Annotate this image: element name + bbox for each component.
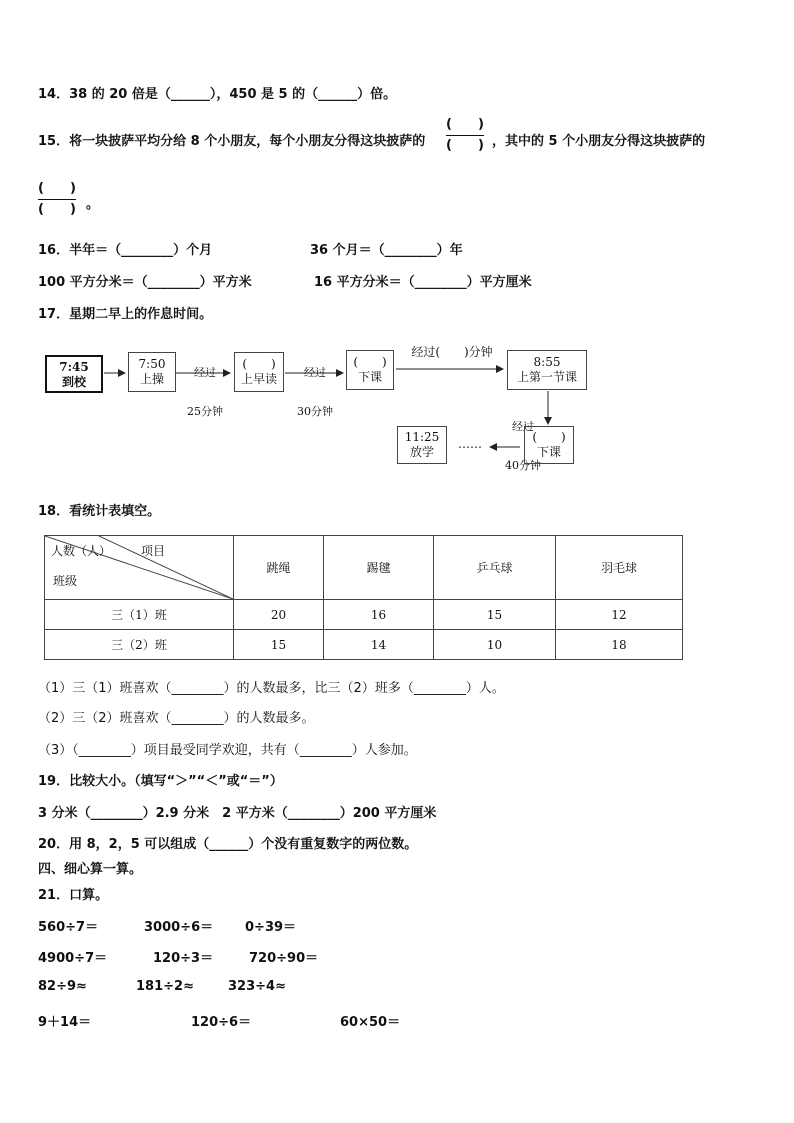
corner-class-label: 班级	[53, 574, 78, 588]
event-label: 放学	[409, 445, 434, 459]
period: 。	[86, 197, 100, 212]
column-header: 羽毛球	[556, 536, 683, 600]
mental-math-item: 323÷4≈	[228, 979, 286, 994]
table-cell: 12	[556, 600, 683, 630]
event-label: 下课	[357, 370, 382, 384]
flow-box-break-1	[346, 350, 394, 390]
time-blank[interactable]: ( )	[353, 355, 387, 369]
section-heading: 四、细心算一算。	[38, 862, 143, 877]
question-18-part-1: （1）三（1）班喜欢（________）的人数最多，比三（2）班多（________）人。	[38, 681, 505, 696]
question-18-title: 18．看统计表填空。	[38, 504, 161, 519]
flow-box-dismissal	[397, 426, 447, 464]
table-cell: 15	[434, 600, 556, 630]
event-label: 到校	[61, 375, 86, 389]
time-label: 7:50	[138, 357, 166, 371]
label-line: 经过	[194, 366, 216, 379]
label-line: 30分钟	[297, 405, 333, 418]
mental-math-item: 4900÷7＝	[38, 951, 108, 966]
label-line: 40分钟	[505, 459, 541, 472]
label-line: 经过	[304, 366, 326, 379]
event-label: 上第一节课	[516, 370, 577, 384]
mental-math-item: 120÷3＝	[153, 951, 214, 966]
arrow-label-unknown: 经过( )分钟	[411, 345, 493, 359]
table-cell: 10	[434, 630, 556, 660]
table-cell: 14	[324, 630, 434, 660]
time-blank[interactable]: ( )	[532, 430, 566, 444]
question-15-text-b: ，其中的 5 个小朋友分得这块披萨的	[492, 134, 706, 149]
row-label: 三（2）班	[45, 630, 234, 660]
table-cell: 18	[556, 630, 683, 660]
question-19-title: 19．比较大小。（填写“＞”“＜”或“＝”）	[38, 774, 283, 789]
fraction-denominator[interactable]: ( )	[446, 138, 484, 153]
column-header: 乒乓球	[434, 536, 556, 600]
question-20: 20．用 8，2，5 可以组成（______）个没有重复数字的两位数。	[38, 837, 418, 852]
row-label: 三（1）班	[45, 600, 234, 630]
ellipsis: ……	[458, 437, 482, 451]
table-cell: 15	[234, 630, 324, 660]
label-line: 25分钟	[187, 405, 223, 418]
column-header: 踢毽	[324, 536, 434, 600]
flow-box-morning-reading	[234, 352, 284, 392]
time-blank[interactable]: ( )	[242, 357, 276, 371]
time-label: 11:25	[404, 430, 440, 444]
corner-count-label: 人数（人）	[51, 544, 112, 558]
mental-math-item: 181÷2≈	[136, 979, 194, 994]
fraction-denominator[interactable]: ( )	[38, 202, 76, 217]
diagonal-header	[45, 536, 233, 599]
question-21-title: 21．口算。	[38, 888, 109, 903]
question-18-part-3: （3）（________）项目最受同学欢迎，共有（________）人参加。	[38, 743, 417, 758]
mental-math-item: 120÷6＝	[191, 1015, 252, 1030]
question-18-part-2: （2）三（2）班喜欢（________）的人数最多。	[38, 711, 315, 726]
arrow-label-25min	[182, 340, 228, 431]
mental-math-item: 60×50＝	[340, 1015, 401, 1030]
question-16-c: 100 平方分米＝（________）平方米	[38, 275, 252, 290]
flow-box-first-class	[507, 350, 587, 390]
mental-math-item: 0÷39＝	[245, 920, 297, 935]
label-line: 经过	[512, 420, 534, 433]
table-header-row	[45, 536, 683, 600]
question-19-line: 3 分米（________）2.9 分米 2 平方米（________）200 平方厘米	[38, 806, 437, 821]
table-row	[45, 600, 683, 630]
mental-math-item: 560÷7＝	[38, 920, 99, 935]
question-16-a: 16．半年＝（________）个月	[38, 243, 213, 258]
question-17-title: 17．星期二早上的作息时间。	[38, 307, 213, 322]
table-cell: 20	[234, 600, 324, 630]
event-label: 上早读	[240, 372, 277, 386]
table-corner-cell	[45, 536, 234, 600]
event-label: 下课	[536, 445, 561, 459]
mental-math-item: 720÷90＝	[249, 951, 319, 966]
question-16-d: 16 平方分米＝（________）平方厘米	[314, 275, 532, 290]
fraction-numerator[interactable]: ( )	[38, 181, 76, 196]
arrow-label-30min	[290, 340, 340, 431]
fraction-numerator[interactable]: ( )	[446, 117, 484, 132]
corner-item-label: 项目	[141, 544, 166, 558]
flow-box-arrive	[45, 355, 103, 393]
question-14: 14．38 的 20 倍是（______），450 是 5 的（______）倍。	[38, 87, 397, 102]
mental-math-item: 9＋14＝	[38, 1015, 92, 1030]
question-16-b: 36 个月＝（________）年	[310, 243, 463, 258]
statistics-table	[44, 535, 683, 660]
flow-box-break-2	[524, 426, 574, 464]
mental-math-item: 3000÷6＝	[144, 920, 214, 935]
table-row	[45, 630, 683, 660]
time-label: 7:45	[59, 360, 89, 374]
column-header: 跳绳	[234, 536, 324, 600]
event-label: 上操	[139, 372, 164, 386]
table-cell: 16	[324, 600, 434, 630]
question-15-text-a: 15．将一块披萨平均分给 8 个小朋友，每个小朋友分得这块披萨的	[38, 134, 426, 149]
mental-math-item: 82÷9≈	[38, 979, 87, 994]
time-label: 8:55	[533, 355, 561, 369]
flow-box-exercise	[128, 352, 176, 392]
